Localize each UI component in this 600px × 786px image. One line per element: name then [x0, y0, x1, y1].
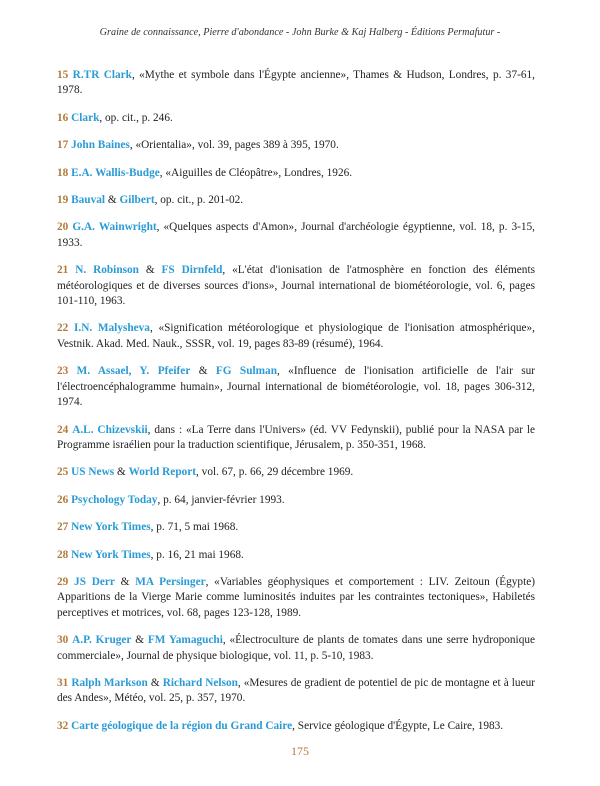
- endnote: [57, 719, 535, 734]
- page-number: 175: [291, 744, 309, 758]
- endnote-text: , «Influence de l'ionisation artificielle de l'air sur l'électroencéphalogramme humain», Journal international de biométéorologie, vol. 18, pages 306-312, 1974.: [57, 365, 536, 409]
- endnote-author: JS Derr: [74, 575, 115, 588]
- endnote: [57, 321, 535, 352]
- endnote-number: 25: [57, 466, 69, 479]
- endnote-text: , «Mesures de gradient de potentiel de pic de montagne et à lueur des Andes», Météo, vol. 25, p. 357, 1970.: [57, 676, 535, 705]
- endnote-text: , «L'état d'ionisation de l'atmosphère en fonction des éléments météorologiques et de diverses sources d'ions», Journal international de biométéorologie, vol. 6, pages 101-110, 1963.: [57, 264, 535, 308]
- endnote-text: , vol. 67, p. 66, 29 décembre 1969.: [196, 466, 354, 479]
- endnote-text: , p. 64, janvier-février 1993.: [157, 493, 285, 506]
- endnote: [57, 193, 535, 208]
- endnote-author: Ralph Markson: [71, 676, 148, 689]
- endnote-number: 19: [57, 194, 69, 207]
- endnote-text: , «Quelques aspects d'Amon», Journal d'archéologie égyptienne, vol. 18, p. 3-15, 1933.: [57, 221, 536, 249]
- endnote-text: &: [138, 264, 162, 277]
- endnote-number: 23: [57, 365, 69, 378]
- endnote-number: 26: [57, 493, 69, 506]
- endnote: [57, 465, 535, 480]
- endnote: [57, 220, 535, 251]
- endnote: [57, 166, 535, 181]
- endnote: [57, 548, 535, 563]
- endnote: [57, 633, 535, 664]
- endnote-text: , «Aiguilles de Cléopâtre», Londres, 1926.: [159, 166, 353, 179]
- endnote: [57, 68, 535, 99]
- endnote-text: &: [114, 575, 136, 588]
- endnote-number: 30: [57, 634, 69, 647]
- endnote-number: 21: [57, 264, 69, 277]
- endnote: [57, 111, 535, 126]
- endnote: [57, 575, 535, 621]
- endnote: [57, 493, 535, 508]
- endnote-text: , op. cit., p. 246.: [99, 111, 173, 124]
- endnote-text: , p. 16, 21 mai 1968.: [150, 548, 244, 561]
- endnote-text: , «Électroculture de plants de tomates dans une serre hydroponique commerciale», Journal de physique biologique, vol. 11, p. 5-10, 1983.: [57, 634, 536, 662]
- endnote-text: , op. cit., p. 201-02.: [154, 194, 244, 207]
- endnote-author: R.TR Clark: [72, 69, 132, 81]
- endnote-number: 16: [57, 111, 69, 124]
- endnote-number: 20: [57, 221, 69, 234]
- endnote-author: New York Times: [71, 521, 151, 534]
- endnote-author: I.N. Malysheva: [73, 322, 150, 335]
- endnote-author: N. Robinson: [75, 264, 139, 277]
- endnote-text: , «Variables géophysiques et comportement : LIV. Zeitoun (Égypte) Apparitions de la Vierge Marie comme luminosités induites par les contraintes tectoniques», Habiletés perceptives et motrices, vol. 68, pages 123-128, 1989.: [57, 575, 535, 619]
- endnote-text: &: [190, 365, 216, 378]
- endnote-text: , «Orientalia», vol. 39, pages 389 à 395, 1970.: [129, 139, 339, 152]
- endnote-author: Clark: [71, 111, 100, 124]
- endnote-author: World Report: [128, 466, 197, 479]
- endnote-text: , dans : «La Terre dans l'Univers» (éd. VV Fedynskii), publié pour la NASA par le Programme israélien pour la traduction scientifique, Jérusalem, p. 350-351, 1968.: [57, 423, 536, 451]
- endnote-author: Carte géologique de la région du Grand Caire: [71, 719, 293, 732]
- endnote-number: 24: [57, 423, 69, 436]
- endnote: [57, 676, 535, 707]
- endnote-author: Gilbert: [119, 194, 155, 207]
- endnotes-list: [57, 68, 535, 734]
- endnote-text: , p. 71, 5 mai 1968.: [150, 521, 239, 534]
- endnote: [57, 138, 535, 153]
- endnote-author: G.A. Wainwright: [72, 221, 157, 234]
- endnote-text: &: [147, 676, 163, 689]
- endnote-text: , «Mythe et symbole dans l'Égypte ancienne», Thames & Hudson, Londres, p. 37-61, 1978.: [57, 69, 535, 97]
- endnote-author: M. Assael, Y. Pfeifer: [76, 365, 191, 378]
- endnote-number: 29: [57, 575, 69, 588]
- endnote-author: A.P. Kruger: [72, 634, 132, 647]
- endnote-author: MA Persinger: [135, 575, 206, 588]
- endnote-author: FG Sulman: [215, 365, 277, 378]
- endnote-author: New York Times: [71, 548, 151, 561]
- endnote-text: , «Signification météorologique et physiologique de l'ionisation atmosphérique», Vestnik. Akad. Med. Nauk., SSSR, vol. 19, pages 83-89 (résumé), 1964.: [57, 322, 536, 350]
- endnote-author: Richard Nelson: [162, 676, 238, 689]
- endnote-number: 18: [57, 166, 69, 179]
- endnote-author: FS Dirnfeld: [161, 264, 223, 277]
- endnote: [57, 364, 535, 410]
- endnote-text: &: [131, 634, 148, 647]
- endnote-text: , Service géologique d'Égypte, Le Caire, 1983.: [292, 719, 504, 732]
- running-header: Graine de connaissance, Pierre d'abondance - John Burke & Kaj Halberg - Éditions Permafutur -: [99, 27, 501, 38]
- endnote-author: E.A. Wallis-Budge: [71, 166, 160, 179]
- endnote-text: &: [114, 466, 129, 479]
- endnote-author: FM Yamaguchi: [147, 634, 223, 647]
- endnote-number: 17: [57, 139, 69, 152]
- endnote-author: Psychology Today: [71, 493, 158, 506]
- endnote: [57, 423, 535, 454]
- endnote: [57, 263, 535, 309]
- endnote-number: 15: [57, 69, 69, 81]
- endnote-number: 31: [57, 676, 69, 689]
- endnote-number: 27: [57, 521, 69, 534]
- endnote-author: A.L. Chizevskii: [72, 423, 148, 436]
- endnote: [57, 520, 535, 535]
- endnote-author: Bauval: [71, 194, 106, 207]
- endnote-text: &: [105, 194, 120, 207]
- endnote-author: US News: [71, 466, 115, 479]
- endnote-author: John Baines: [71, 139, 130, 152]
- endnote-number: 22: [57, 322, 69, 335]
- endnote-number: 28: [57, 548, 69, 561]
- endnote-number: 32: [57, 719, 69, 732]
